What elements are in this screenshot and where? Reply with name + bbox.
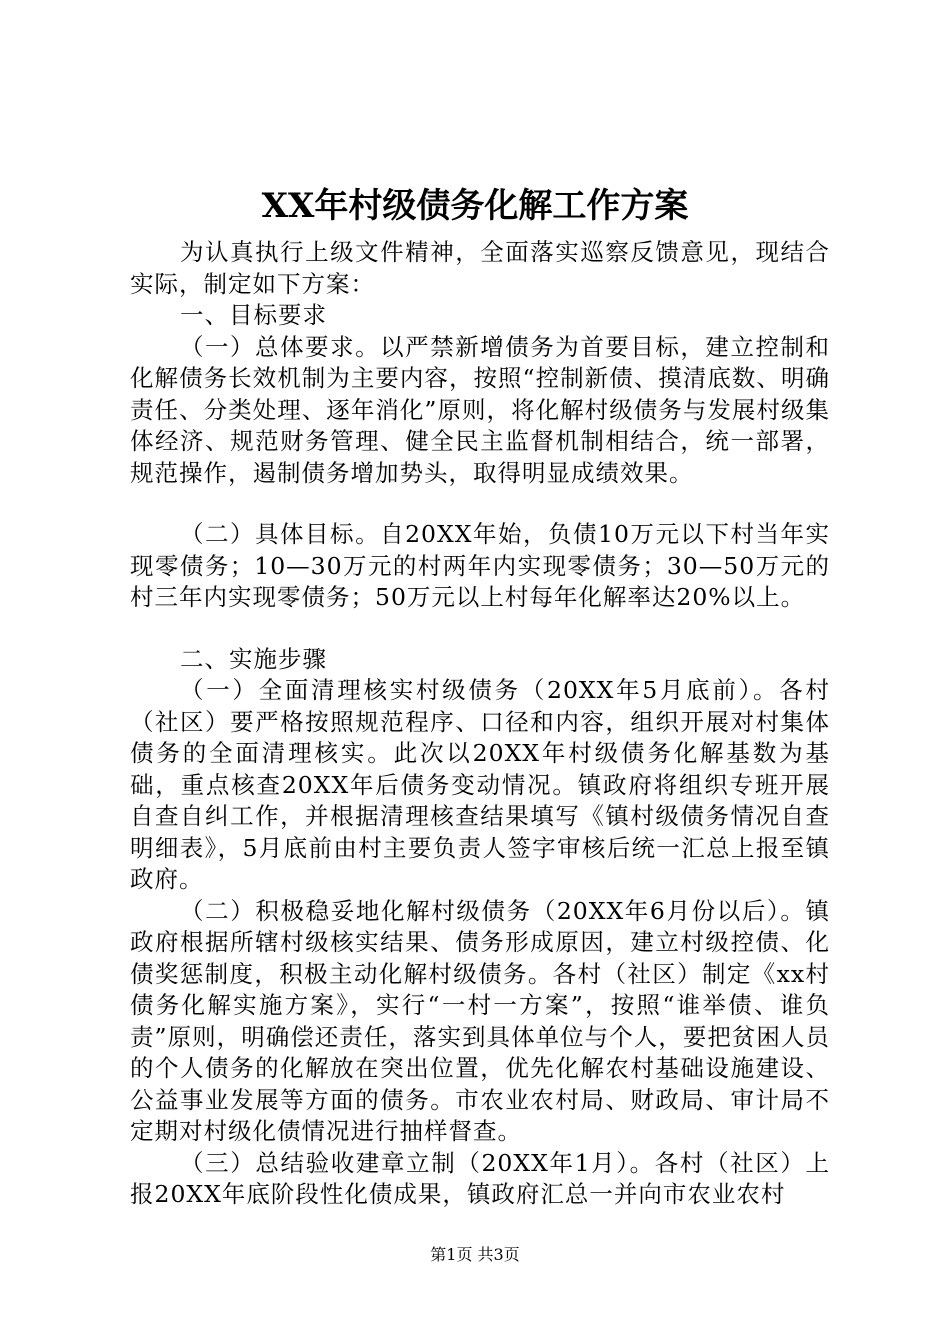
paragraph-spacer (130, 614, 830, 644)
page-footer: 第1页 共3页 (430, 1245, 520, 1264)
paragraph-step-one: （一）全面清理核实村级债务（20XX年5月底前）。各村（社区）要严格按照规范程序、口径和内容，组织开展对村集体债务的全面清理核实。此次以20XX年村级债务化解基数为基础，重点核查20XX年后债务变动情况。镇政府将组织专班开展自查自纠工作，并根据清理核查结果填写《镇村级债务情况自查明细表》，5月底前由村主要负责人签字审核后统一汇总上报至镇政府。 (130, 676, 830, 893)
document-title: XX年村级债务化解工作方案 (261, 186, 689, 226)
document-body (130, 237, 830, 1211)
paragraph-specific-goals: （二）具体目标。自20XX年始，负债10万元以下村当年实现零债务；10—30万元的村两年内实现零债务；30—50万元的村三年内实现零债务；50万元以上村每年化解率达20%以上。 (130, 520, 830, 611)
section-heading-steps: 二、实施步骤 (180, 644, 327, 673)
paragraph-overall-requirement: （一）总体要求。以严禁新增债务为首要目标，建立控制和化解债务长效机制为主要内容，按照“控制新债、摸清底数、明确责任、分类处理、逐年消化”原则，将化解村级债务与发展村级集体经济、规范财务管理、健全民主监督机制相结合，统一部署，规范操作，遏制债务增加势头，取得明显成绩效果。 (130, 332, 830, 487)
intro-paragraph: 为认真执行上级文件精神，全面落实巡察反馈意见，现结合实际，制定如下方案： (130, 238, 830, 298)
paragraph-spacer (130, 489, 830, 519)
paragraph-step-three: （三）总结验收建章立制（20XX年1月）。各村（社区）上报20XX年底阶段性化债成果，镇政府汇总一并向市农业农村 (130, 1148, 830, 1208)
paragraph-step-two: （二）积极稳妥地化解村级债务（20XX年6月份以后）。镇政府根据所辖村级核实结果、债务形成原因，建立村级控债、化债奖惩制度，积极主动化解村级债务。各村（社区）制定《xx村债务化解实施方案》，实行“一村一方案”，按照“谁举债、谁负责”原则，明确偿还责任，落实到具体单位与个人，要把贫困人员的个人债务的化解放在突出位置，优先化解农村基础设施建设、公益事业发展等方面的债务。市农业农村局、财政局、审计局不定期对村级化债情况进行抽样督查。 (130, 896, 830, 1145)
section-heading-goals: 一、目标要求 (180, 301, 327, 329)
